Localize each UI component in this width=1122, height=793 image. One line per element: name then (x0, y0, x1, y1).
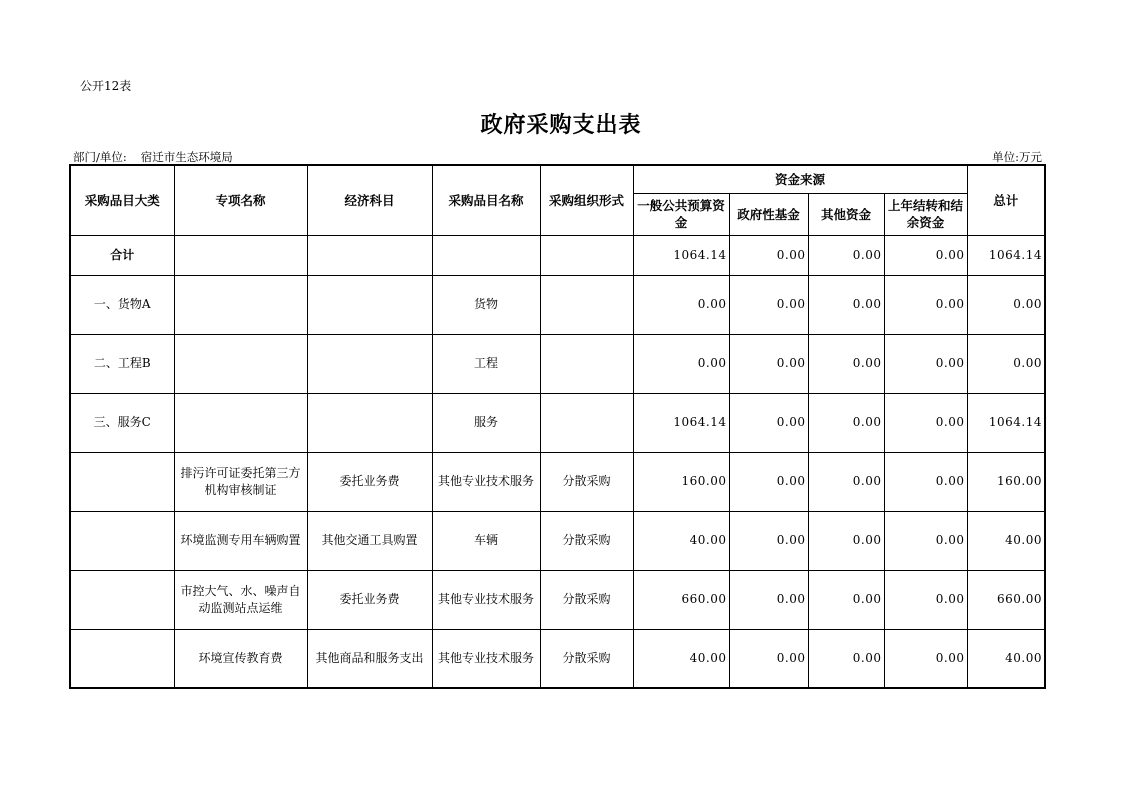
cell-general-budget: 0.00 (633, 334, 729, 393)
cell-other-fund: 0.00 (808, 629, 884, 688)
cell-total: 40.00 (967, 629, 1045, 688)
cell-org (540, 393, 633, 452)
cell-category: 合计 (70, 235, 174, 275)
cell-general-budget: 1064.14 (633, 393, 729, 452)
cell-total: 0.00 (967, 275, 1045, 334)
table-row (70, 452, 1045, 511)
header-project: 专项名称 (174, 165, 307, 235)
header-econ: 经济科目 (307, 165, 432, 235)
cell-org: 分散采购 (540, 452, 633, 511)
cell-econ: 其他交通工具购置 (307, 511, 432, 570)
cell-carryover: 0.00 (884, 393, 967, 452)
cell-gov-fund: 0.00 (729, 511, 808, 570)
cell-general-budget: 0.00 (633, 275, 729, 334)
cell-carryover: 0.00 (884, 275, 967, 334)
form-number: 公开12表 (80, 79, 132, 93)
cell-item: 车辆 (432, 511, 540, 570)
cell-gov-fund: 0.00 (729, 393, 808, 452)
cell-project (174, 393, 307, 452)
cell-total: 660.00 (967, 570, 1045, 629)
header-category: 采购品目大类 (70, 165, 174, 235)
cell-general-budget: 40.00 (633, 629, 729, 688)
cell-category (70, 452, 174, 511)
cell-carryover: 0.00 (884, 511, 967, 570)
table-row (70, 393, 1045, 452)
table-row (70, 570, 1045, 629)
cell-project: 排污许可证委托第三方机构审核制证 (174, 452, 307, 511)
header-org: 采购组织形式 (540, 165, 633, 235)
header-other-fund: 其他资金 (808, 193, 884, 235)
cell-project: 市控大气、水、噪声自动监测站点运维 (174, 570, 307, 629)
unit-label: 单位:万元 (992, 150, 1042, 164)
cell-category (70, 629, 174, 688)
cell-item: 其他专业技术服务 (432, 570, 540, 629)
cell-category (70, 511, 174, 570)
table-row (70, 275, 1045, 334)
department-line (73, 149, 233, 165)
cell-total: 1064.14 (967, 393, 1045, 452)
cell-econ: 其他商品和服务支出 (307, 629, 432, 688)
cell-gov-fund: 0.00 (729, 629, 808, 688)
cell-carryover: 0.00 (884, 235, 967, 275)
department-value: 宿迁市生态环境局 (140, 150, 233, 164)
page-title: 政府采购支出表 (480, 113, 642, 138)
cell-gov-fund: 0.00 (729, 452, 808, 511)
cell-other-fund: 0.00 (808, 235, 884, 275)
procurement-table (69, 164, 1046, 689)
cell-item: 其他专业技术服务 (432, 452, 540, 511)
cell-other-fund: 0.00 (808, 452, 884, 511)
cell-econ (307, 235, 432, 275)
cell-general-budget: 160.00 (633, 452, 729, 511)
cell-category: 二、工程B (70, 334, 174, 393)
cell-gov-fund: 0.00 (729, 570, 808, 629)
cell-gov-fund: 0.00 (729, 334, 808, 393)
cell-category: 三、服务C (70, 393, 174, 452)
cell-other-fund: 0.00 (808, 334, 884, 393)
cell-other-fund: 0.00 (808, 511, 884, 570)
table-row (70, 334, 1045, 393)
cell-category: 一、货物A (70, 275, 174, 334)
header-total: 总计 (967, 165, 1045, 235)
cell-econ (307, 275, 432, 334)
cell-total: 40.00 (967, 511, 1045, 570)
cell-general-budget: 660.00 (633, 570, 729, 629)
table-row (70, 511, 1045, 570)
cell-org: 分散采购 (540, 511, 633, 570)
cell-econ: 委托业务费 (307, 570, 432, 629)
cell-total: 1064.14 (967, 235, 1045, 275)
header-funding: 资金来源 (633, 165, 967, 193)
cell-other-fund: 0.00 (808, 393, 884, 452)
cell-gov-fund: 0.00 (729, 235, 808, 275)
cell-other-fund: 0.00 (808, 570, 884, 629)
cell-project (174, 235, 307, 275)
header-carryover: 上年结转和结余资金 (884, 193, 967, 235)
cell-general-budget: 40.00 (633, 511, 729, 570)
cell-project: 环境宣传教育费 (174, 629, 307, 688)
cell-gov-fund: 0.00 (729, 275, 808, 334)
cell-item: 工程 (432, 334, 540, 393)
cell-project (174, 275, 307, 334)
cell-carryover: 0.00 (884, 334, 967, 393)
cell-total: 160.00 (967, 452, 1045, 511)
header-general-budget: 一般公共预算资金 (633, 193, 729, 235)
cell-item (432, 235, 540, 275)
header-item: 采购品目名称 (432, 165, 540, 235)
table-row (70, 629, 1045, 688)
cell-org: 分散采购 (540, 570, 633, 629)
department-label: 部门/单位: (73, 150, 127, 164)
header-gov-fund: 政府性基金 (729, 193, 808, 235)
cell-econ (307, 334, 432, 393)
cell-econ (307, 393, 432, 452)
cell-org (540, 235, 633, 275)
cell-item: 服务 (432, 393, 540, 452)
cell-category (70, 570, 174, 629)
cell-item: 货物 (432, 275, 540, 334)
cell-econ: 委托业务费 (307, 452, 432, 511)
cell-org: 分散采购 (540, 629, 633, 688)
cell-project (174, 334, 307, 393)
cell-general-budget: 1064.14 (633, 235, 729, 275)
cell-carryover: 0.00 (884, 629, 967, 688)
cell-total: 0.00 (967, 334, 1045, 393)
cell-org (540, 334, 633, 393)
cell-item: 其他专业技术服务 (432, 629, 540, 688)
total-row (70, 235, 1045, 275)
cell-carryover: 0.00 (884, 570, 967, 629)
cell-other-fund: 0.00 (808, 275, 884, 334)
cell-carryover: 0.00 (884, 452, 967, 511)
cell-org (540, 275, 633, 334)
cell-project: 环境监测专用车辆购置 (174, 511, 307, 570)
